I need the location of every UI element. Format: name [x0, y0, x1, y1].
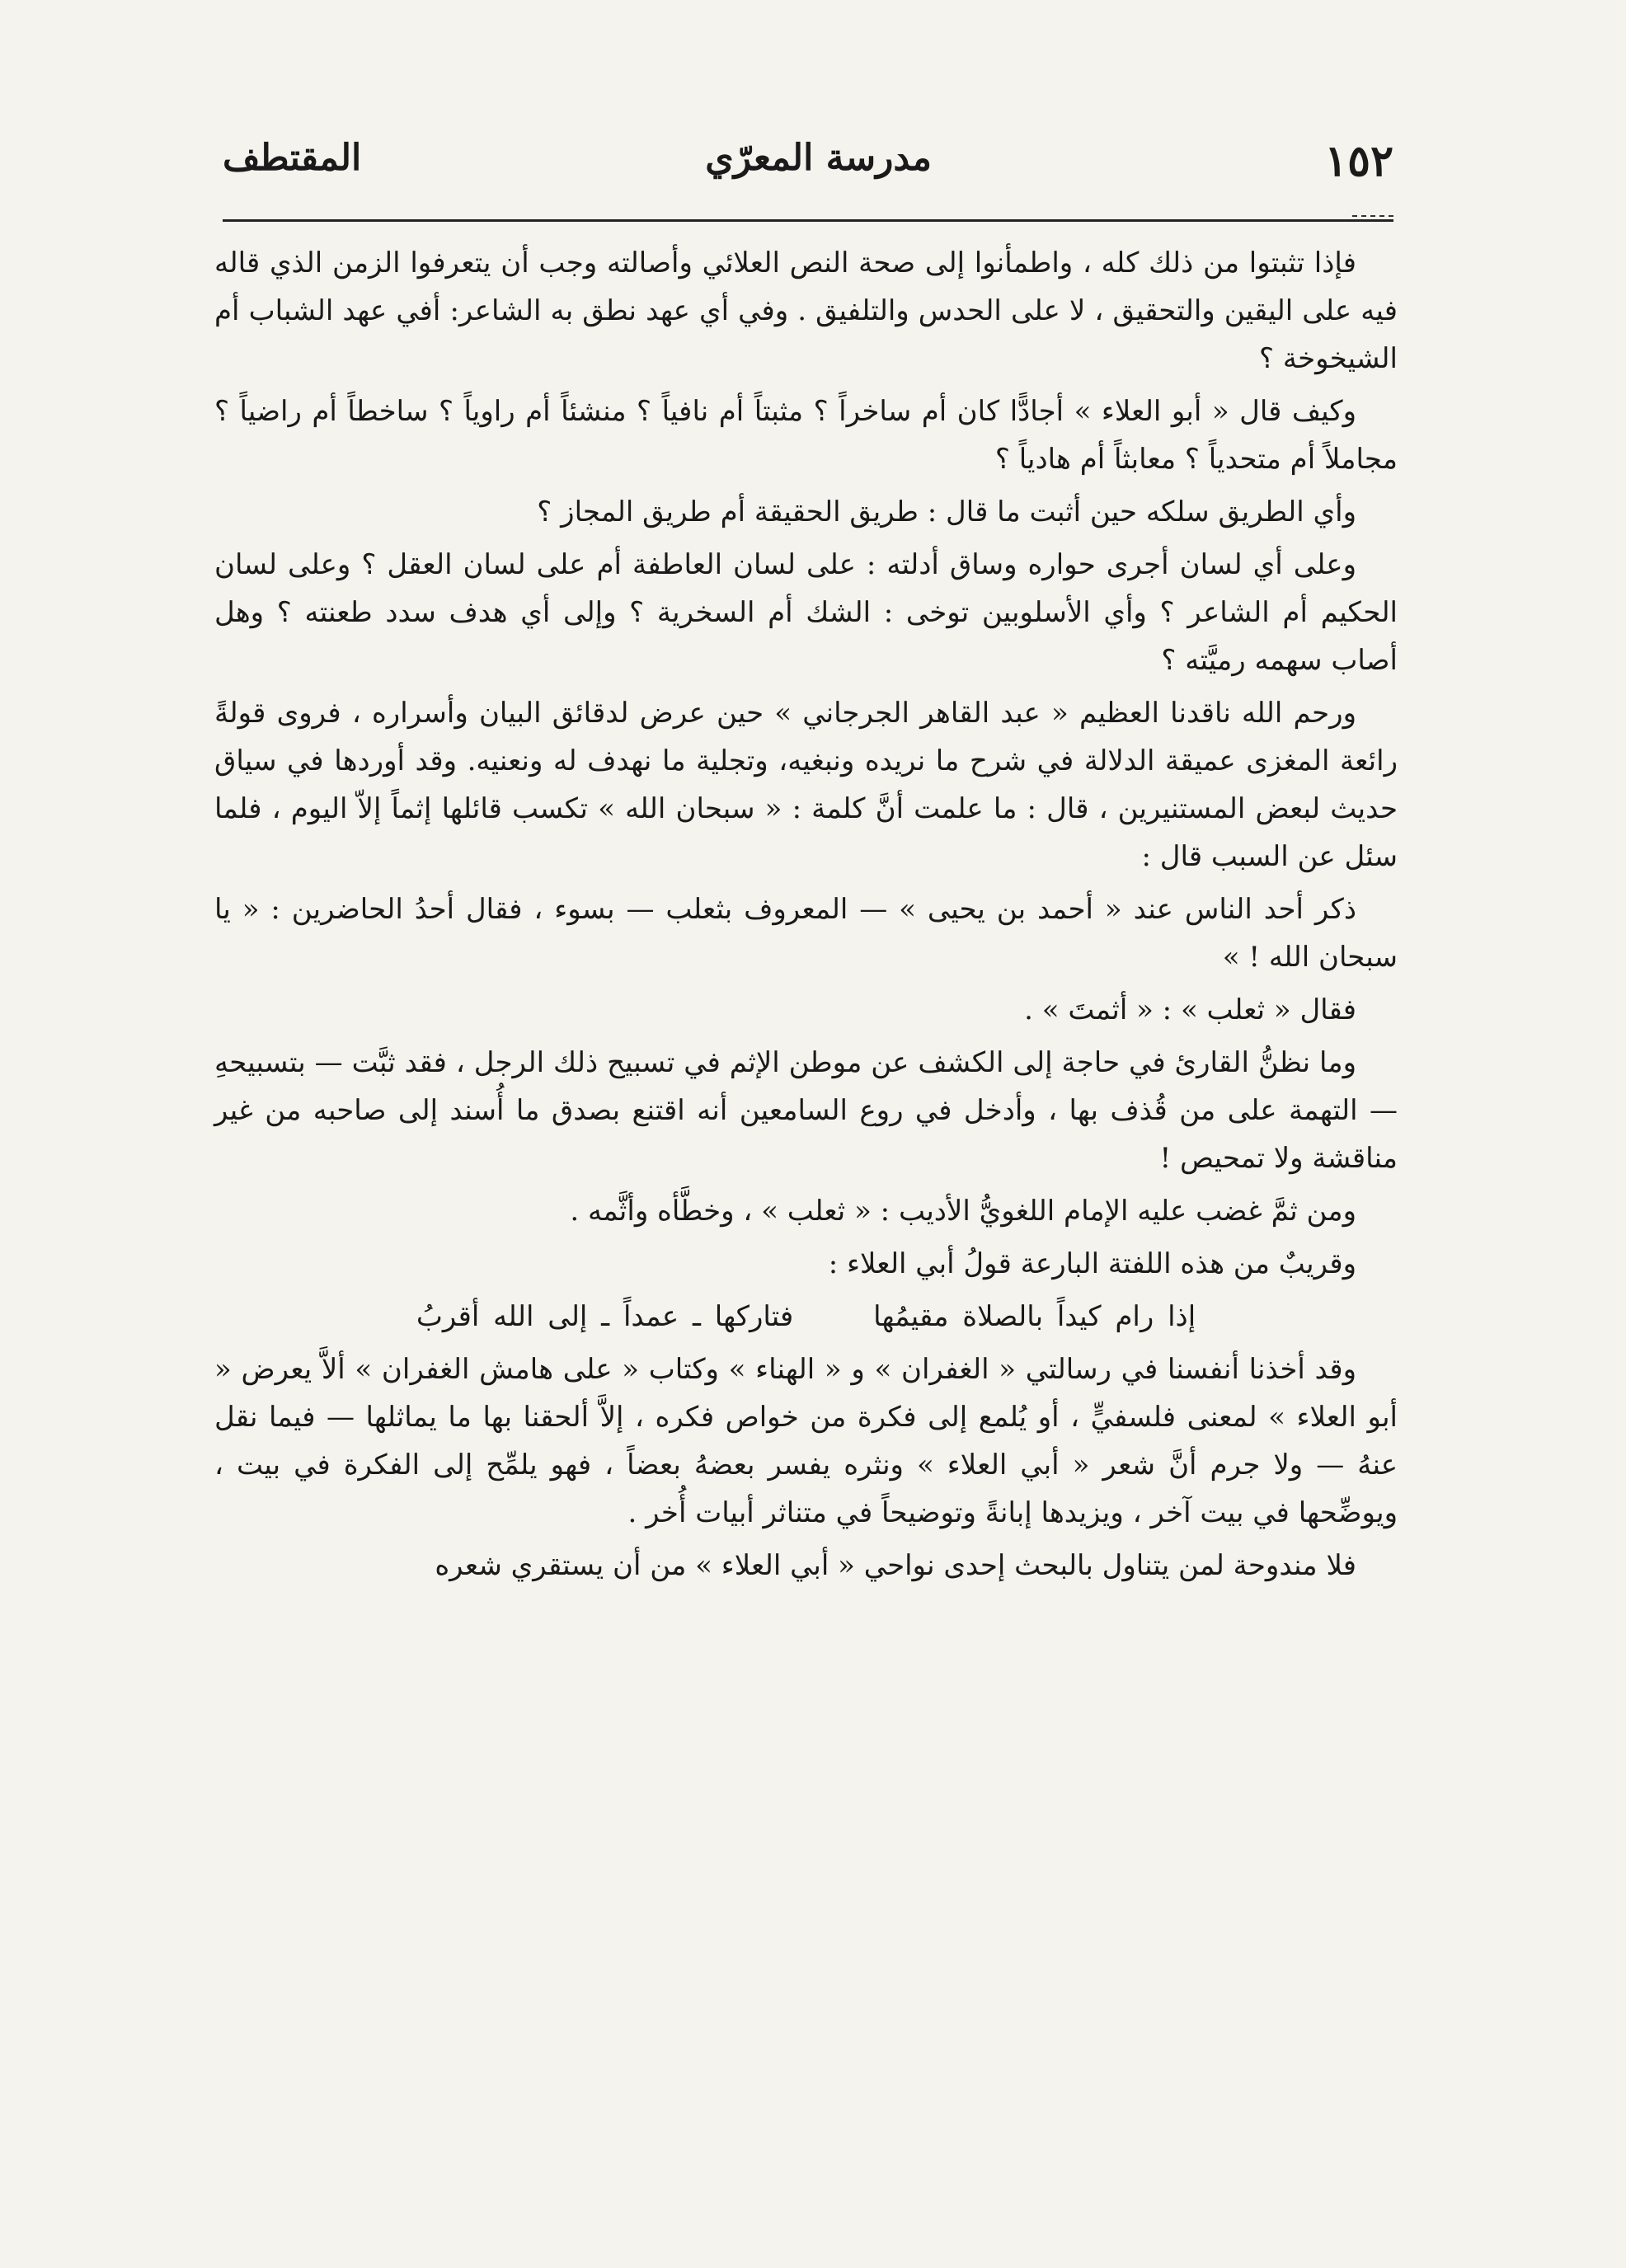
paragraph: فإذا تثبتوا من ذلك كله ، واطمأنوا إلى صحة النص العلائي وأصالته وجب أن يتعرفوا الزمن الذي قاله فيه على اليقين والتحقيق ، لا على الحدس والتلفيق . وفي أي عهد نطق به الشاعر: أفي عهد الشباب أم الشيخوخة ؟: [214, 247, 1398, 375]
paragraph: ومن ثمَّ غضب عليه الإمام اللغويُّ الأديب : « ثعلب » ، وخطَّأه وأثَّمه .: [570, 1195, 1356, 1228]
verse-second-hemistich: فتاركها ـ عمداً ـ إلى الله أقربُ: [416, 1300, 794, 1333]
paragraph: ورحم الله ناقدنا العظيم « عبد القاهر الجرجاني » حين عرض لدقائق البيان وأسراره ، فروى قولةً رائعة المغزى عميقة الدلالة في شرح ما نريده ونبغيه، وتجلية ما نهدف له ونعنيه. وقد أوردها في سياق حديث لبعض المستنيرين ، قال : ما علمت أنَّ كلمة : « سبحان الله » تكسب قائلها إثماً إلاّ اليوم ، فلما سئل عن السبب قال :: [214, 697, 1398, 873]
journal-name: المقتطف: [223, 137, 362, 179]
paragraph: ذكر أحد الناس عند « أحمد بن يحيى » — المعروف بثعلب — بسوء ، فقال أحدُ الحاضرين : « يا سبحان الله ! »: [214, 893, 1398, 974]
paragraph: وقريبٌ من هذه اللفتة البارعة قولُ أبي العلاء :: [828, 1247, 1356, 1280]
paragraph: فقال « ثعلب » : « أثمتَ » .: [1024, 993, 1356, 1026]
paragraph: وقد أخذنا أنفسنا في رسالتي « الغفران » و « الهناء » وكتاب « على هامش الغفران » ألاَّ يعرض « أبو العلاء » لمعنى فلسفيٍّ ، أو يُلمع إلى فكرة من خواص فكره ، إلاَّ ألحقنا بها ما يماثلها — فيما نقل عنهُ — ولا جرم أنَّ شعر « أبي العلاء » ونثره يفسر بعضهُ بعضاً ، فهو يلمِّح إلى الفكرة في بيت ، ويوضِّحها في بيت آخر ، ويزيدها إبانةً وتوضيحاً في متناثر أبيات أُخر .: [214, 1353, 1398, 1529]
page-number: ١٥٢: [1324, 136, 1393, 186]
header-rule-ornament: [1352, 215, 1393, 217]
poetry-verse: [214, 1293, 1398, 1341]
page-header: [223, 124, 1393, 190]
paragraph: فلا مندوحة لمن يتناول بالبحث إحدى نواحي « أبي العلاء » من أن يستقري شعره: [435, 1549, 1356, 1582]
paragraph: وكيف قال « أبو العلاء » أجادًّا كان أم ساخراً ؟ مثبتاً أم نافياً ؟ منشئاً أم راوياً ؟ ساخطاً أم راضياً ؟ مجاملاً أم متحدياً ؟ معابثاً أم هادياً ؟: [214, 395, 1398, 476]
header-rule: [223, 219, 1393, 222]
paragraph: وأي الطريق سلكه حين أثبت ما قال : طريق الحقيقة أم طريق المجاز ؟: [537, 495, 1356, 528]
running-title: مدرسة المعرّي: [705, 137, 932, 179]
verse-first-hemistich: إذا رام كيداً بالصلاة مقيمُها: [873, 1300, 1196, 1333]
paragraph: وعلى أي لسان أجرى حواره وساق أدلته : على لسان العاطفة أم على لسان العقل ؟ وعلى لسان الحكيم أم الشاعر ؟ وأي الأسلوبين توخى : الشك أم السخرية ؟ وإلى أي هدف سدد طعنته ؟ وهل أصاب سهمه رميَّته ؟: [214, 548, 1398, 677]
body-text: [214, 239, 1398, 2218]
paragraph: وما نظنُّ القارئ في حاجة إلى الكشف عن موطن الإثم في تسبيح ذلك الرجل ، فقد ثبَّت — بتسبيحهِ — التهمة على من قُذف بها ، وأدخل في روع السامعين أنه اقتنع بصدق ما أُسند إلى صاحبه من غير مناقشة ولا تمحيص !: [214, 1046, 1398, 1175]
